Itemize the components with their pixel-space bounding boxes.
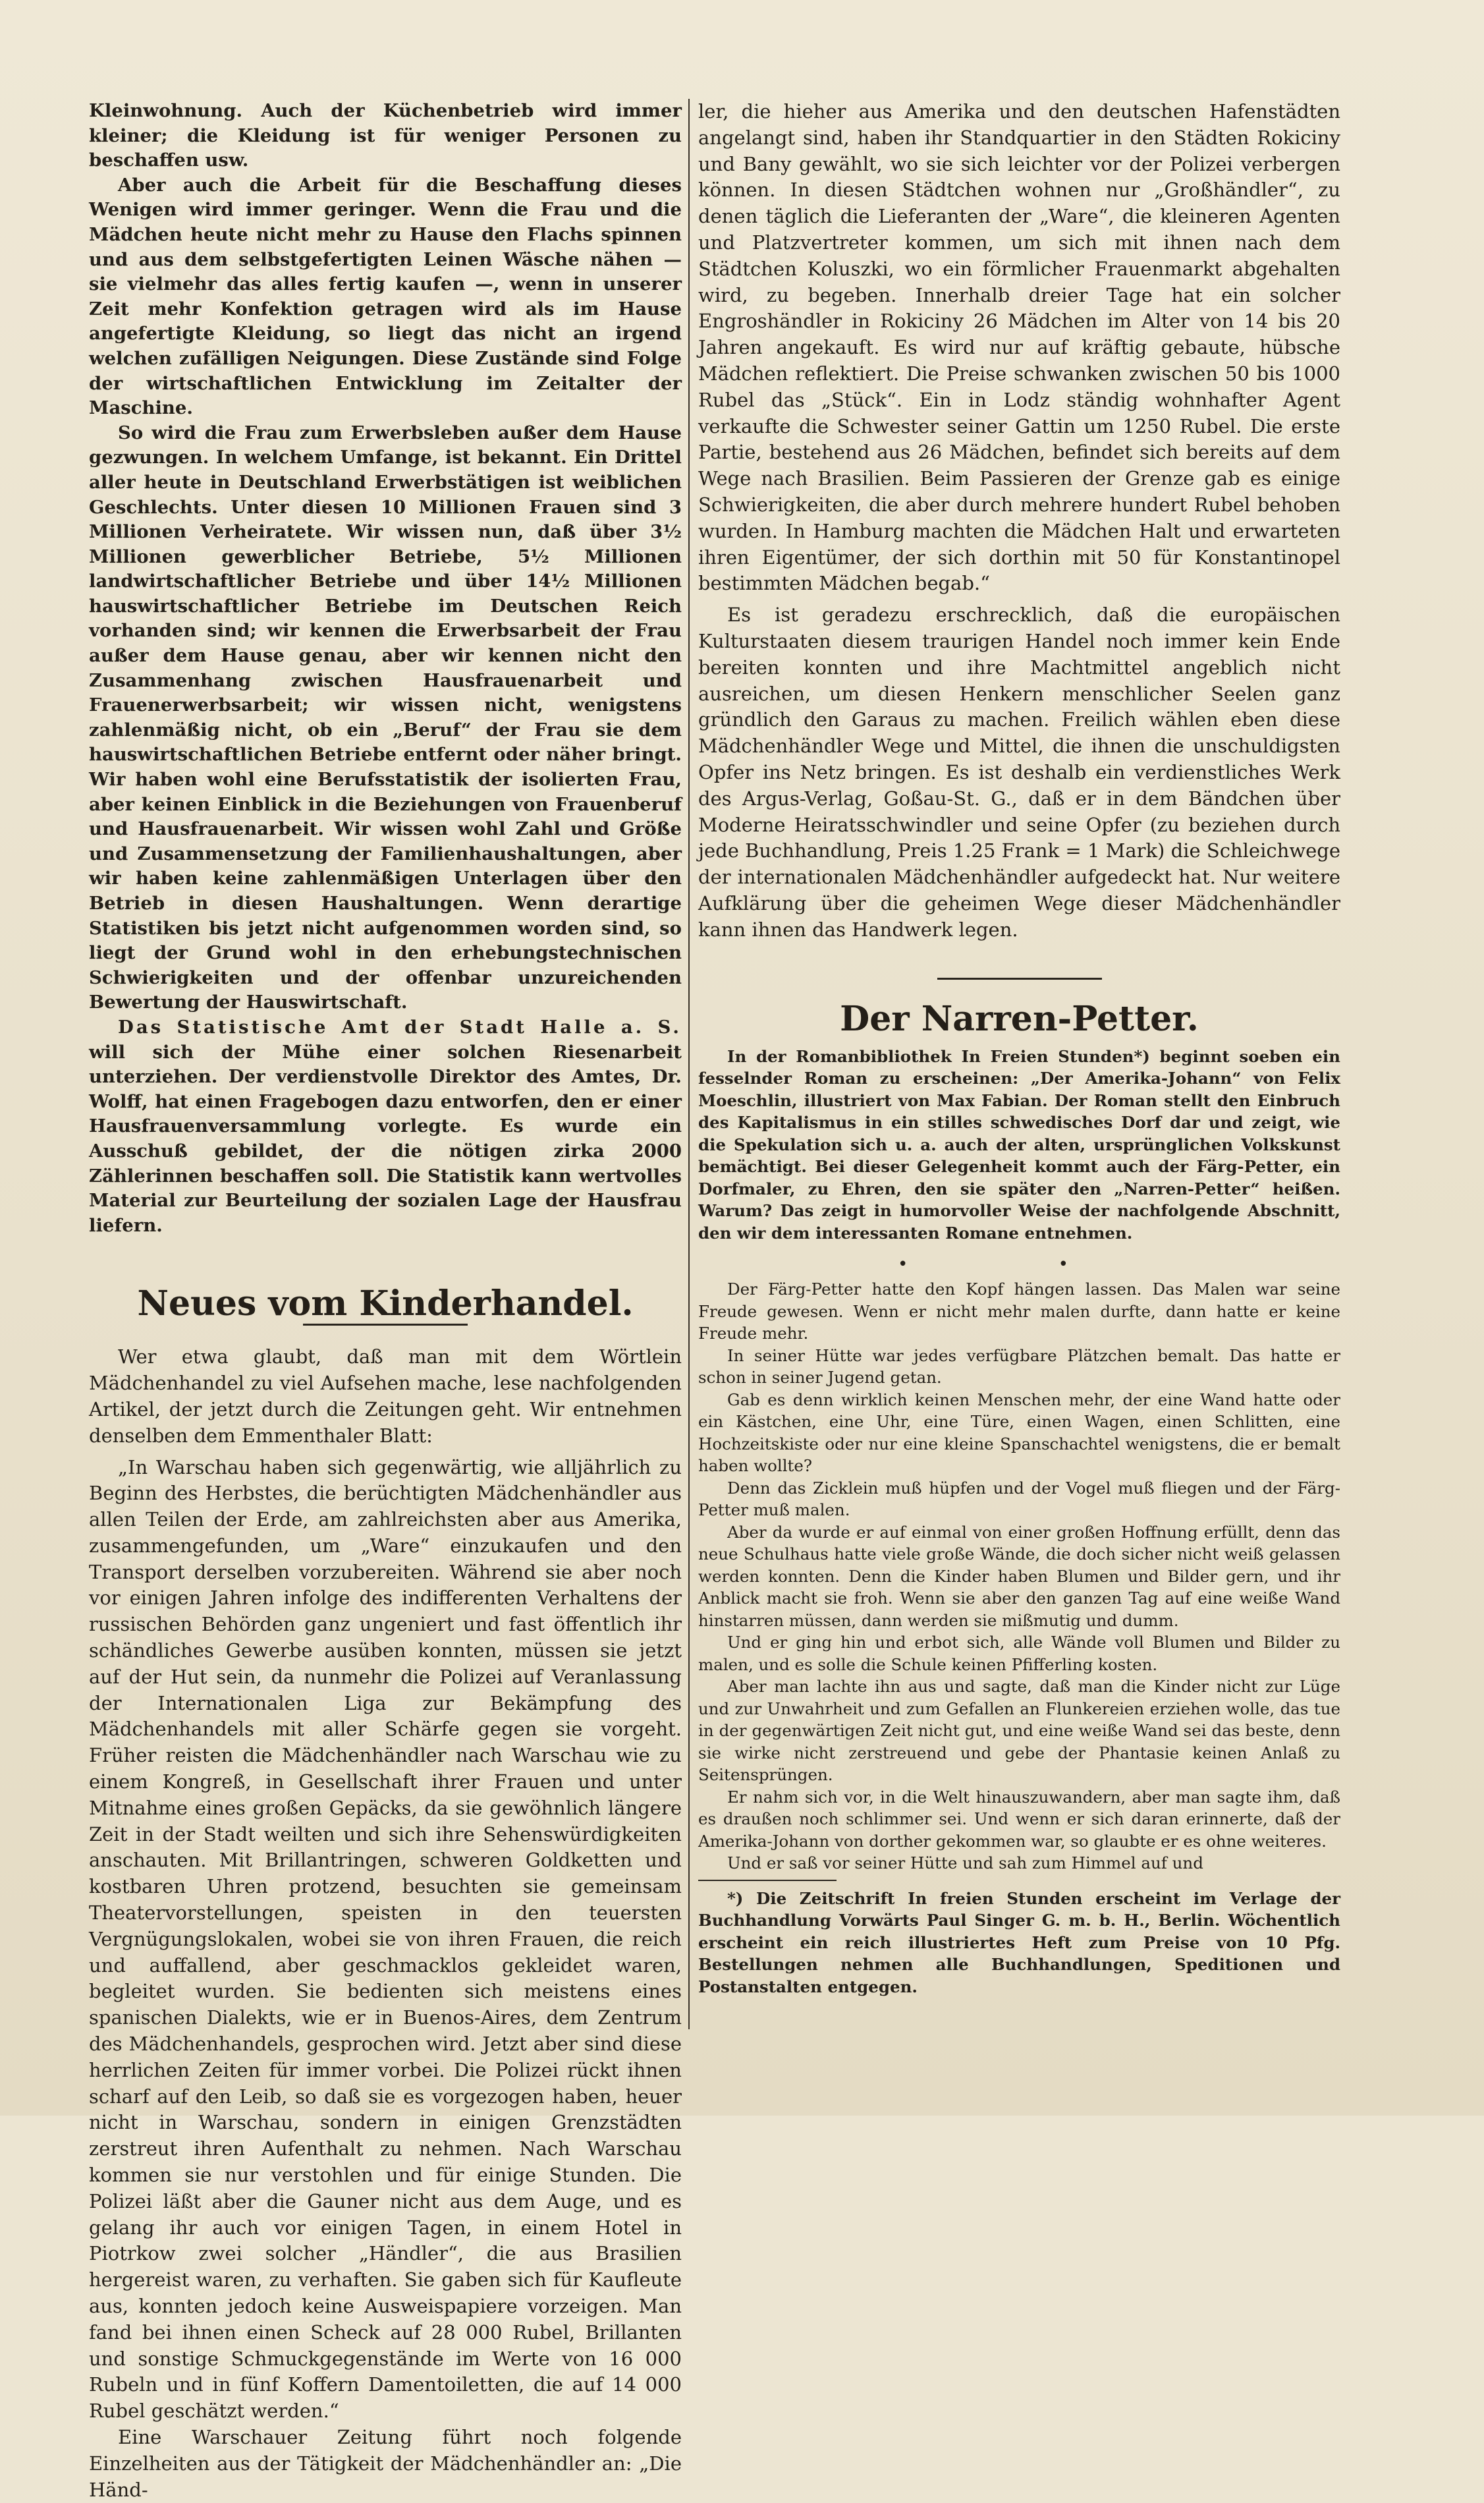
- footnote: *) Die Zeitschrift In freien Stunden erscheint im Verlage der Buchhandlung Vorwärts Paul Singer G. m. b. H., Berlin. Wöchentlich erscheint ein reich illustriertes Heft zum Preise von 10 Pfg. Bestellungen nehmen alle Buchhandlungen, Speditionen und Postanstalten entgegen.: [698, 1888, 1340, 1996]
- paragraph: Aber man lachte ihn aus und sagte, daß man die Kinder nicht zur Lüge und zur Unwahrheit und zum Gefallen an Flunkereien erziehen wolle, das tue in der gegenwärtigen Zeit nicht gut, und eine weiße Wand sei das beste, denn sie wirke nicht zerstreuend und gebe der Phantasie keinen Anlaß zu Seitensprüngen.: [698, 1677, 1340, 1784]
- paragraph: So wird die Frau zum Erwerbsleben außer dem Hause gezwungen. In welchem Umfange, ist bekannt. Ein Drittel aller heute in Deutschland Erwerbstätigen ist weiblichen Geschlechts. Unter diesen 10 Millionen Frauen sind 3 Millionen Verheiratete. Wir wissen nun, daß über 3½ Millionen gewerblicher Betriebe, 5½ Millionen landwirtschaftlicher Betriebe und über 14½ Millionen hauswirtschaftlicher Betriebe im Deutschen Reich vorhanden sind; wir kennen die Erwerbsarbeit der Frau außer dem Hause genau, aber wir kennen nicht den Zusammenhang zwischen Hausfrauenarbeit und Frauenerwerbsarbeit; wir wissen nicht, wenigstens zahlenmäßig nicht, ob ein „Beruf“ der Frau sie dem hauswirtschaftlichen Betriebe entfernt oder näher bringt. Wir haben wohl eine Berufsstatistik der isolierten Frau, aber keinen Einblick in die Beziehungen von Frauenberuf und Hausfrauenarbeit. Wir wissen wohl Zahl und Größe und Zusammensetzung der Familienhaushaltungen, aber wir haben keine zahlenmäßigen Unterlagen über den Betrieb in diesen Haushaltungen. Wenn derartige Statistiken bis jetzt nicht aufgenommen worden sind, so liegt der Grund wohl in den erhebungstechnischen Schwierigkeiten und der offenbar unzureichenden Bewertung der Hauswirtschaft.: [89, 422, 682, 1013]
- left-column: [89, 99, 682, 2503]
- right-column: [698, 99, 1340, 1998]
- column-divider: [688, 99, 690, 2029]
- paragraph: Und er saß vor seiner Hütte und sah zum Himmel auf und: [727, 1853, 1203, 1872]
- statistics-office-name: Das Statistische Amt der Stadt Halle a. S.: [118, 1016, 682, 1038]
- paragraph: ler, die hieher aus Amerika und den deutschen Hafenstädten angelangt sind, haben ihr Standquartier in den Städten Rokiciny und Bany gewählt, wo sie sich leichter vor der Polizei verbergen können. In diesen Städtchen wohnen nur „Großhändler“, zu denen täglich die Lieferanten der „Ware“, die kleineren Agenten und Platzvertreter kommen, um sich mit ihnen nach dem Städtchen Koluszki, wo ein förmlicher Frauenmarkt abgehalten wird, zu begeben. Innerhalb dreier Tage hat ein solcher Engroshändler in Rokiciny 26 Mädchen im Alter von 14 bis 20 Jahren angekauft. Es wird nur auf kräftig gebaute, hübsche Mädchen reflektiert. Die Preise schwanken zwischen 50 bis 1000 Rubel das „Stück“. Ein in Lodz ständig wohnhafter Agent verkaufte die Schwester seiner Gattin um 1250 Rubel. Die erste Partie, bestehend aus 26 Mädchen, befindet sich bereits auf dem Wege nach Brasilien. Beim Passieren der Grenze gab es einige Schwierigkeiten, die aber durch mehrere hundert Rubel behoben wurden. In Hamburg machten die Mädchen Halt und erwarteten ihren Eigentümer, der sich dorthin mit 50 für Konstantinopel bestimmten Mädchen begab.“: [698, 100, 1340, 595]
- paragraph: Und er ging hin und erbot sich, alle Wände voll Blumen und Bilder zu malen, und es solle die Schule keinen Pfifferling kosten.: [698, 1633, 1340, 1674]
- paragraph: Denn das Zicklein muß hüpfen und der Vogel muß fliegen und der Färg-Petter muß malen.: [698, 1478, 1340, 1519]
- paragraph: Aber da wurde er auf einmal von einer großen Hoffnung erfüllt, denn das neue Schulhaus hatte viele große Wände, die doch sicher nicht weiß gelassen werden konnten. Denn die Kinder haben Blumen und Bilder gern, und ihr Anblick macht sie froh. Wenn sie aber den ganzen Tag auf eine weiße Wand hinstarren müssen, dann werden sie mißmutig und dumm.: [698, 1522, 1340, 1630]
- section-separator-dots: • •: [898, 1254, 1141, 1274]
- paragraph: Aber auch die Arbeit für die Beschaffung dieses Wenigen wird immer geringer. Wenn die Frau und die Mädchen heute nicht mehr zu Hause den Flachs spinnen und aus dem selbstgefertigten Leinen Wäsche nähen — sie vielmehr das alles fertig kaufen —, wenn in unserer Zeit mehr Konfektion getragen wird als im Hause angefertigte Kleidung, so liegt das nicht an irgend welchen zufälligen Neigungen. Diese Zustände sind Folge der wirtschaftlichen Entwicklung im Zeitalter der Maschine.: [89, 174, 682, 419]
- paragraph: „In Warschau haben sich gegenwärtig, wie alljährlich zu Beginn des Herbstes, die berüchtigten Mädchenhändler aus allen Teilen der Erde, am zahlreichsten aber aus Amerika, zusammengefunden, um „Ware“ einzukaufen und den Transport derselben vorzubereiten. Während sie aber noch vor einigen Jahren infolge des indifferenten Verhaltens der russischen Behörden ganz ungeniert und fast öffentlich ihr schändliches Gewerbe ausüben konnten, müssen sie jetzt auf der Hut sein, da nunmehr die Polizei auf Veranlassung der Internationalen Liga zur Bekämpfung des Mädchenhandels mit aller Schärfe gegen sie vorgeht. Früher reisten die Mädchenhändler nach Warschau wie zu einem Kongreß, in Gesellschaft ihrer Frauen und unter Mitnahme eines großen Gepäcks, da sie gewöhnlich längere Zeit in der Stadt weilten und sich ihre Sehenswürdigkeiten anschauten. Mit Brillantringen, schweren Goldketten und kostbaren Uhren protzend, besuchten sie gemeinsam Theatervorstellungen, speisten in den teuersten Vergnügungslokalen, wobei sie von ihren Frauen, die reich und auffallend, aber geschmacklos gekleidet waren, begleitet wurden. Sie bedienten sich meistens eines spanischen Dialekts, wie er in Buenos-Aires, dem Zentrum des Mädchenhandels, gesprochen wird. Jetzt aber sind diese herrlichen Zeiten für immer vorbei. Die Polizei rückt ihnen scharf auf den Leib, so daß sie es vorgezogen haben, heuer nicht in Warschau, sondern in einigen Grenzstädten zerstreut ihren Aufenthalt zu nehmen. Nach Warschau kommen sie nur verstohlen und für einige Stunden. Die Polizei läßt aber die Gauner nicht aus dem Auge, und es gelang ihr auch vor einigen Tagen, in einem Hotel in Piotrkow zwei solcher „Händler“, die aus Brasilien hergereist waren, zu verhaften. Sie gaben sich für Kaufleute aus, konnten jedoch keine Ausweispapiere vorzeigen. Man fand bei ihnen einen Scheck auf 28 000 Rubel, Brillanten und sonstige Schmuckgegenstände im Werte von 16 000 Rubeln und in fünf Koffern Damentoiletten, die auf 14 000 Rubel geschätzt werden.“: [89, 1455, 682, 2423]
- paragraph: Gab es denn wirklich keinen Menschen mehr, der eine Wand hatte oder ein Kästchen, eine Uhr, eine Türe, einen Wagen, einen Schlitten, eine Hochzeitskiste oder nur eine kleine Spanschachtel wenigstens, die er bemalt haben wollte?: [698, 1390, 1340, 1475]
- footnote-rule: [698, 1880, 837, 1881]
- paragraph: Es ist geradezu erschrecklich, daß die europäischen Kulturstaaten diesem traurigen Handel noch immer kein Ende bereiten konnten und ihre Machtmittel angeblich nicht ausreichen, um diesen Henkern menschlicher Seelen ganz gründlich den Garaus zu machen. Freilich wählen eben diese Mädchenhändler Wege und Mittel, die ihnen die unschuldigsten Opfer ins Netz bringen. Es ist deshalb ein verdienstliches Werk des Argus-Verlag, Goßau-St. G., daß er in dem Bändchen über Moderne Heiratsschwindler und seine Opfer (zu beziehen durch jede Buchhandlung, Preis 1.25 Frank = 1 Mark) die Schleichwege der internationalen Mädchenhändler aufgedeckt hat. Nur weitere Aufklärung über die geheimen Wege dieser Mädchenhändler kann ihnen das Handwerk legen.: [698, 604, 1340, 941]
- paragraph-rest: will sich der Mühe einer solchen Riesenarbeit unterziehen. Der verdienstvolle Direktor des Amtes, Dr. Wolff, hat einen Fragebogen dazu entworfen, den er einer Hausfrauenversammlung vorlegte. Es wurde ein Ausschuß gebildet, der die nötigen zirka 2000 Zählerinnen beschaffen soll. Die Statistik kann wertvolles Material zur Beurteilung der sozialen Lage der Hausfrau liefern.: [89, 1041, 682, 1236]
- paragraph: In der Romanbibliothek In Freien Stunden*) beginnt soeben ein fesselnder Roman zu erscheinen: „Der Amerika-Johann“ von Felix Moeschlin, illustriert von Max Fabian. Der Roman stellt den Einbruch des Kapitalismus in ein stilles schwedisches Dorf dar und zeigt, wie die Spekulation sich u. a. auch der alten, ursprünglichen Volkskunst bemächtigt. Bei dieser Gelegenheit kommt auch der Färg-Petter, ein Dorfmaler, zu Ehren, den sie später den „Narren-Petter“ heißen. Warum? Das zeigt in humorvoller Weise der nachfolgende Abschnitt, den wir dem interessanten Romane entnehmen.: [698, 1046, 1340, 1243]
- paragraph: Er nahm sich vor, in die Welt hinauszuwandern, aber man sagte ihm, daß es draußen noch schlimmer sei. Und wenn er sich daran erinnerte, daß der Amerika-Johann von dorther gekommen war, so glaubte er es ohne weiteres.: [698, 1787, 1340, 1851]
- paragraph: Eine Warschauer Zeitung führt noch folgende Einzelheiten aus der Tätigkeit der Mädchenhändler an: „Die Händ-: [89, 2425, 682, 2501]
- article-heading-narren-petter: Der Narren-Petter.: [840, 998, 1199, 1039]
- article-heading-kinderhandel: Neues vom Kinderhandel.: [137, 1283, 634, 1324]
- paragraph: Der Färg-Petter hatte den Kopf hängen lassen. Das Malen war seine Freude gewesen. Wenn er nicht mehr malen durfte, dann hatte er keine Freude mehr.: [698, 1280, 1340, 1343]
- paragraph: Wer etwa glaubt, daß man mit dem Wörtlein Mädchenhandel zu viel Aufsehen mache, lese nachfolgenden Artikel, der jetzt durch die Zeitungen geht. Wir entnehmen denselben dem Emmenthaler Blatt:: [89, 1345, 682, 1447]
- paragraph: [89, 1015, 682, 1238]
- paragraph: Kleinwohnung. Auch der Küchenbetrieb wird immer kleiner; die Kleidung ist für weniger Personen zu beschaffen usw.: [89, 100, 682, 171]
- paragraph: In seiner Hütte war jedes verfügbare Plätzchen bemalt. Das hatte er schon in seiner Jugend getan.: [698, 1345, 1340, 1387]
